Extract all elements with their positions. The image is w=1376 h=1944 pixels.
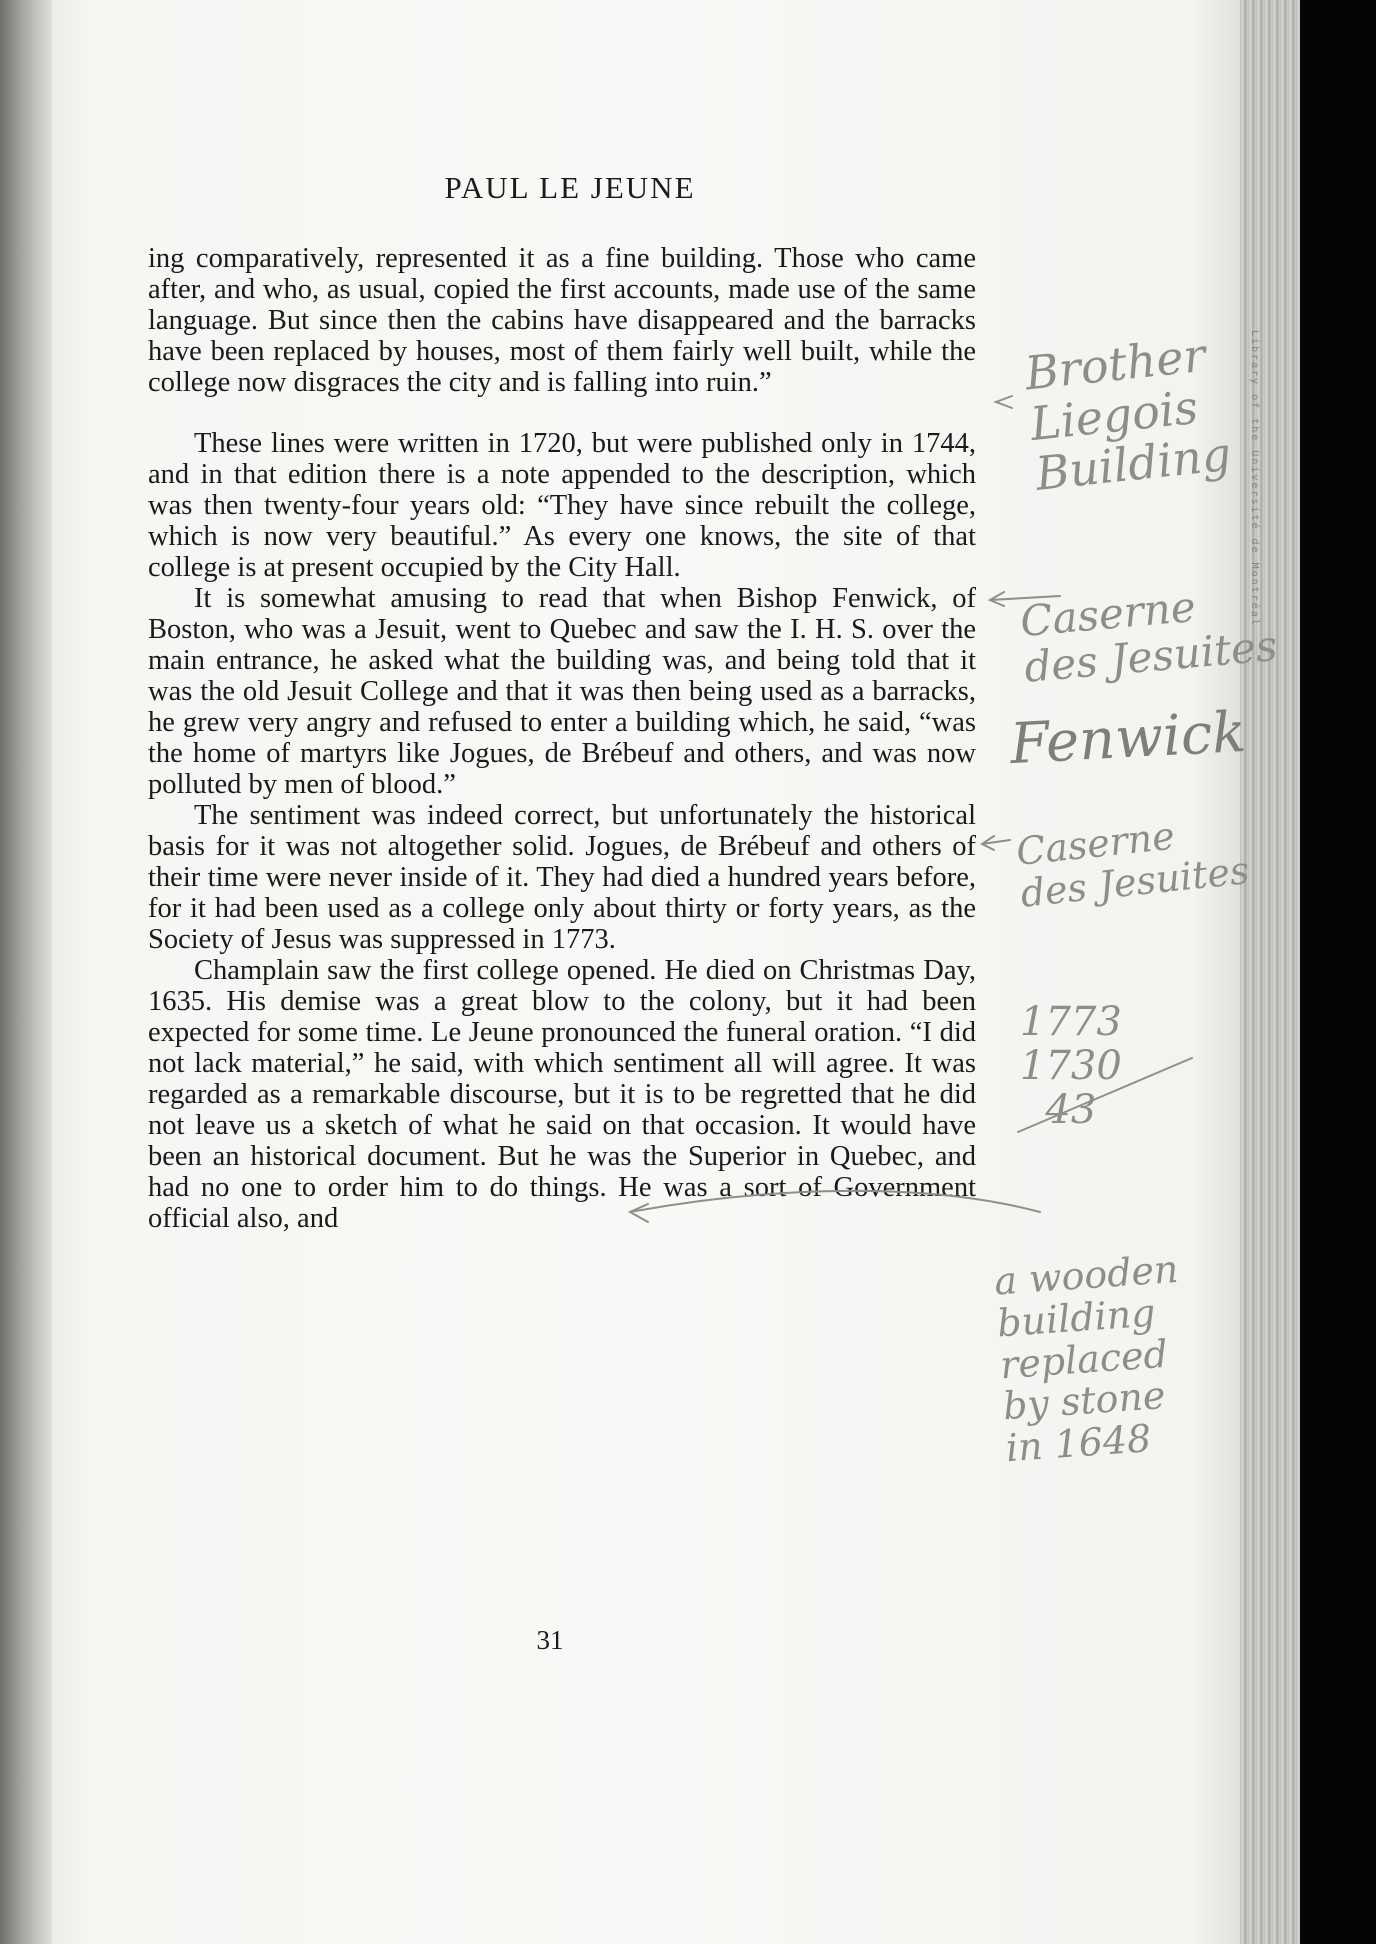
margin-note: Brother Liegois Building [1022, 327, 1234, 502]
margin-note: 1773 1730 43 [1020, 999, 1122, 1133]
binding-gutter [0, 0, 60, 1944]
paragraph: These lines were written in 1720, but were published only in 1744, and in that edition there is a note appended to the description, which was then twenty-four years old: “They have since rebuilt the college, which is now very beautiful.” As every one knows, the site of that college is at present occupied by the City Hall. [148, 428, 976, 583]
margin-note: a wooden building replaced by stone in 1648 [992, 1246, 1180, 1471]
margin-note: Fenwick [1008, 699, 1248, 778]
paragraph: ing comparatively, represented it as a fine building. Those who came after, and who, as usual, copied the first accounts, made use of the same language. But since then the cabins have disappeared and the barracks have been replaced by houses, most of them fairly well built, while the college now disgraces the city and is falling into ruin.” [148, 243, 976, 398]
margin-note: Caserne des Jesuites [1018, 581, 1280, 693]
margin-note: Caserne des Jesuites [1014, 813, 1252, 916]
page-number: 31 [536, 1625, 564, 1655]
running-head: PAUL LE JEUNE [444, 170, 696, 205]
scan-background [1300, 0, 1376, 1944]
paragraph: Champlain saw the first college opened. He died on Christmas Day, 1635. His demise was a great blow to the colony, but it had been expected for some time. Le Jeune pronounced the funeral oration. “I did not lack material,” he said, with which sentiment all will agree. It was regarded as a remarkable discourse, but it is to be regretted that he did not leave us a sketch of what he said on that occasion. It would have been an historical document. But he was the Superior in Quebec, and had no one to order him to do things. He was a sort of Government official also, and [148, 955, 976, 1234]
paragraph: The sentiment was indeed correct, but unfortunately the historical basis for it was not altogether solid. Jogues, de Brébeuf and others of their time were never inside of it. They had died a hundred years before, for it had been used as a college only about thirty or forty years, as the Society of Jesus was suppressed in 1773. [148, 800, 976, 955]
edge-stamp: Library of the Université de Montréal [1249, 330, 1260, 627]
paragraph: It is somewhat amusing to read that when Bishop Fenwick, of Boston, who was a Jesuit, went to Quebec and saw the I. H. S. over the main entrance, he asked what the building was, and being told that it was the old Jesuit College and that it was then being used as a barracks, he grew very angry and refused to enter a building which, he said, “was the home of martyrs like Jogues, de Brébeuf and others, and was now polluted by men of blood.” [148, 583, 976, 800]
body-text [148, 243, 976, 1234]
